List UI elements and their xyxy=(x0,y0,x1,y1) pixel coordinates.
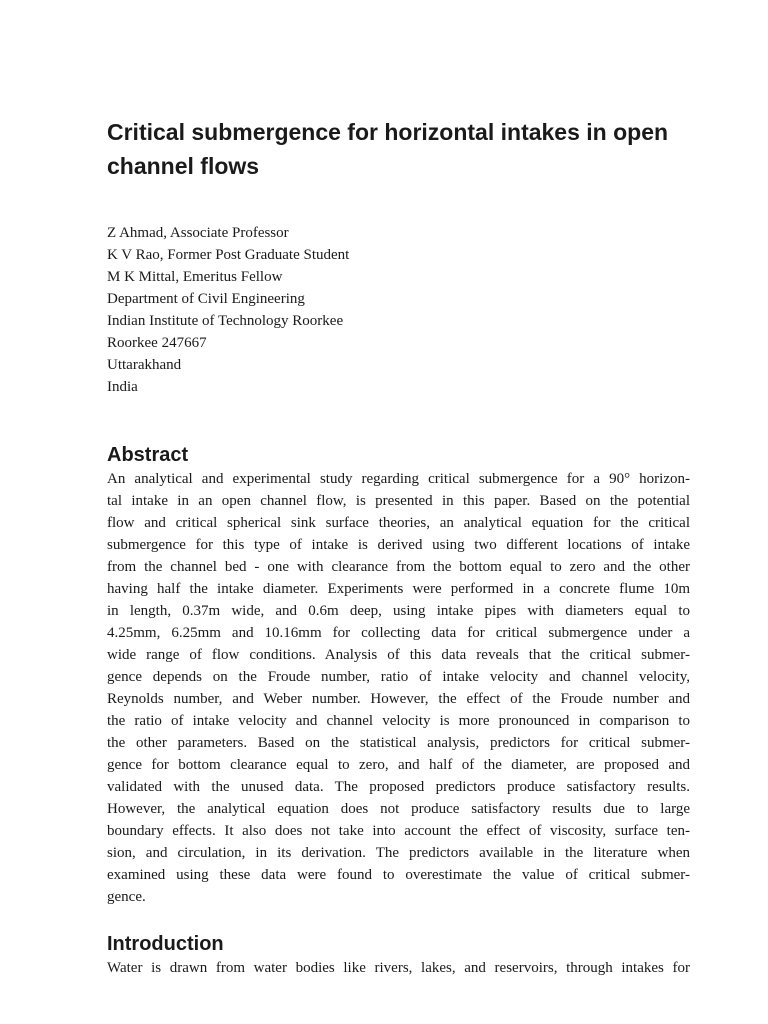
author-line: K V Rao, Former Post Graduate Student xyxy=(107,247,350,263)
affiliation-line: India xyxy=(107,379,138,395)
abstract-line: An analytical and experimental study regarding critical submergence for a 90° horizon- xyxy=(107,471,690,487)
affiliation-line: Indian Institute of Technology Roorkee xyxy=(107,313,344,329)
introduction-line: Water is drawn from water bodies like rivers, lakes, and reservoirs, through intakes for xyxy=(107,960,690,976)
abstract-line: validated with the unused data. The proposed predictors produce satisfactory results. xyxy=(107,779,690,795)
abstract-line: Reynolds number, and Weber number. However, the effect of the Froude number and xyxy=(107,691,690,707)
introduction-heading: Introduction xyxy=(107,933,224,955)
abstract-line: wide range of flow conditions. Analysis of this data reveals that the critical submer- xyxy=(107,647,690,663)
abstract-line: gence. xyxy=(107,889,146,905)
introduction-body xyxy=(107,957,690,979)
abstract-line: 4.25mm, 6.25mm and 10.16mm for collecting data for critical submergence under a xyxy=(107,625,690,641)
affiliation-line: Roorkee 247667 xyxy=(107,335,207,351)
abstract-heading: Abstract xyxy=(107,444,189,466)
abstract-line: tal intake in an open channel flow, is presented in this paper. Based on the potential xyxy=(107,493,690,509)
abstract-line: flow and critical spherical sink surface theories, an analytical equation for the critical xyxy=(107,515,690,531)
abstract-line: submergence for this type of intake is derived using two different locations of intake xyxy=(107,537,690,553)
abstract-line: examined using these data were found to overestimate the value of critical submer- xyxy=(107,867,690,883)
paper-title: Critical submergence for horizontal intakes in open channel flows xyxy=(107,119,669,179)
abstract-line: gence for bottom clearance equal to zero, and half of the diameter, are proposed and xyxy=(107,757,690,773)
abstract-line: the other parameters. Based on the statistical analysis, predictors for critical submer- xyxy=(107,735,690,751)
affiliation-line: Uttarakhand xyxy=(107,357,182,373)
abstract-line: from the channel bed - one with clearance from the bottom equal to zero and the other xyxy=(107,559,690,575)
abstract-line: the ratio of intake velocity and channel velocity is more pronounced in comparison to xyxy=(107,713,690,729)
abstract-line: gence depends on the Froude number, ratio of intake velocity and channel velocity, xyxy=(107,669,690,685)
affiliation-line: Department of Civil Engineering xyxy=(107,291,305,307)
author-line: M K Mittal, Emeritus Fellow xyxy=(107,269,283,285)
author-line: Z Ahmad, Associate Professor xyxy=(107,225,289,241)
abstract-line: sion, and circulation, in its derivation. The predictors available in the literature when xyxy=(107,845,690,861)
abstract-line: having half the intake diameter. Experiments were performed in a concrete flume 10m xyxy=(107,581,690,597)
abstract-line: boundary effects. It also does not take into account the effect of viscosity, surface ten- xyxy=(107,823,690,839)
abstract-line: However, the analytical equation does not produce satisfactory results due to large xyxy=(107,801,690,817)
author-block xyxy=(107,222,690,398)
abstract-body xyxy=(107,468,690,908)
abstract-line: in length, 0.37m wide, and 0.6m deep, using intake pipes with diameters equal to xyxy=(107,603,690,619)
